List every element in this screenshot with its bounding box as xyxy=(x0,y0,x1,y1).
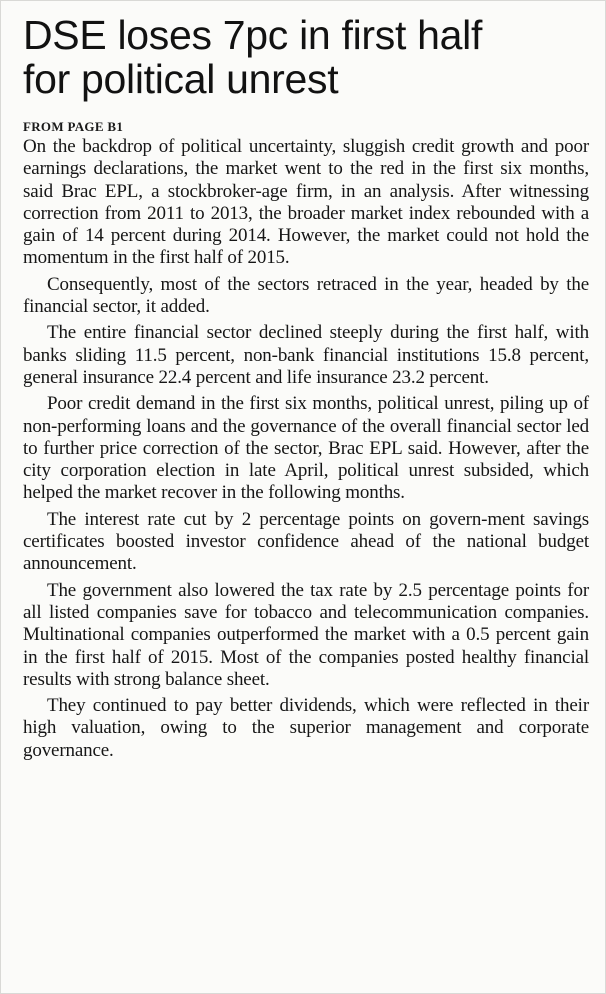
headline-line-2: for political unrest xyxy=(23,56,339,102)
article xyxy=(23,13,589,762)
article-body xyxy=(23,136,589,762)
paragraph-4: Poor credit demand in the first six months, political unrest, piling up of non-performing loans and the governance of the overall financial sector led to further price correction of the sector, Brac EPL said. However, after the city corporation election in late April, political unrest subsided, which helped the market recover in the following months. xyxy=(23,393,589,504)
headline xyxy=(23,13,589,101)
continuation-kicker: FROM PAGE B1 xyxy=(23,119,124,134)
paragraph-1: On the backdrop of political uncertainty, sluggish credit growth and poor earnings declarations, the market went to the red in the first six months, said Brac EPL, a stockbroker-age firm, in an analysis. After witnessing correction from 2011 to 2013, the broader market index rebounded with a gain of 14 percent during 2014. However, the market could not hold the momentum in the first half of 2015. xyxy=(23,136,589,269)
paragraph-7: They continued to pay better dividends, which were reflected in their high valuation, owing to the superior management and corporate governance. xyxy=(23,695,589,761)
paragraph-5: The interest rate cut by 2 percentage points on govern-ment savings certificates boosted investor confidence ahead of the national budget announcement. xyxy=(23,508,589,575)
paragraph-2: Consequently, most of the sectors retraced in the year, headed by the financial sector, it added. xyxy=(23,273,589,318)
headline-line-1: DSE loses 7pc in first half xyxy=(23,12,483,58)
paragraph-3: The entire financial sector declined steeply during the first half, with banks sliding 11.5 percent, non-bank financial institutions 15.8 percent, general insurance 22.4 percent and life insurance 23.2 percent. xyxy=(23,322,589,388)
paragraph-6: The government also lowered the tax rate by 2.5 percentage points for all listed companies save for tobacco and telecommunication companies. Multinational companies outperformed the market with a 0.5 percent gain in the first half of 2015. Most of the companies posted healthy financial results with strong balance sheet. xyxy=(23,579,589,690)
